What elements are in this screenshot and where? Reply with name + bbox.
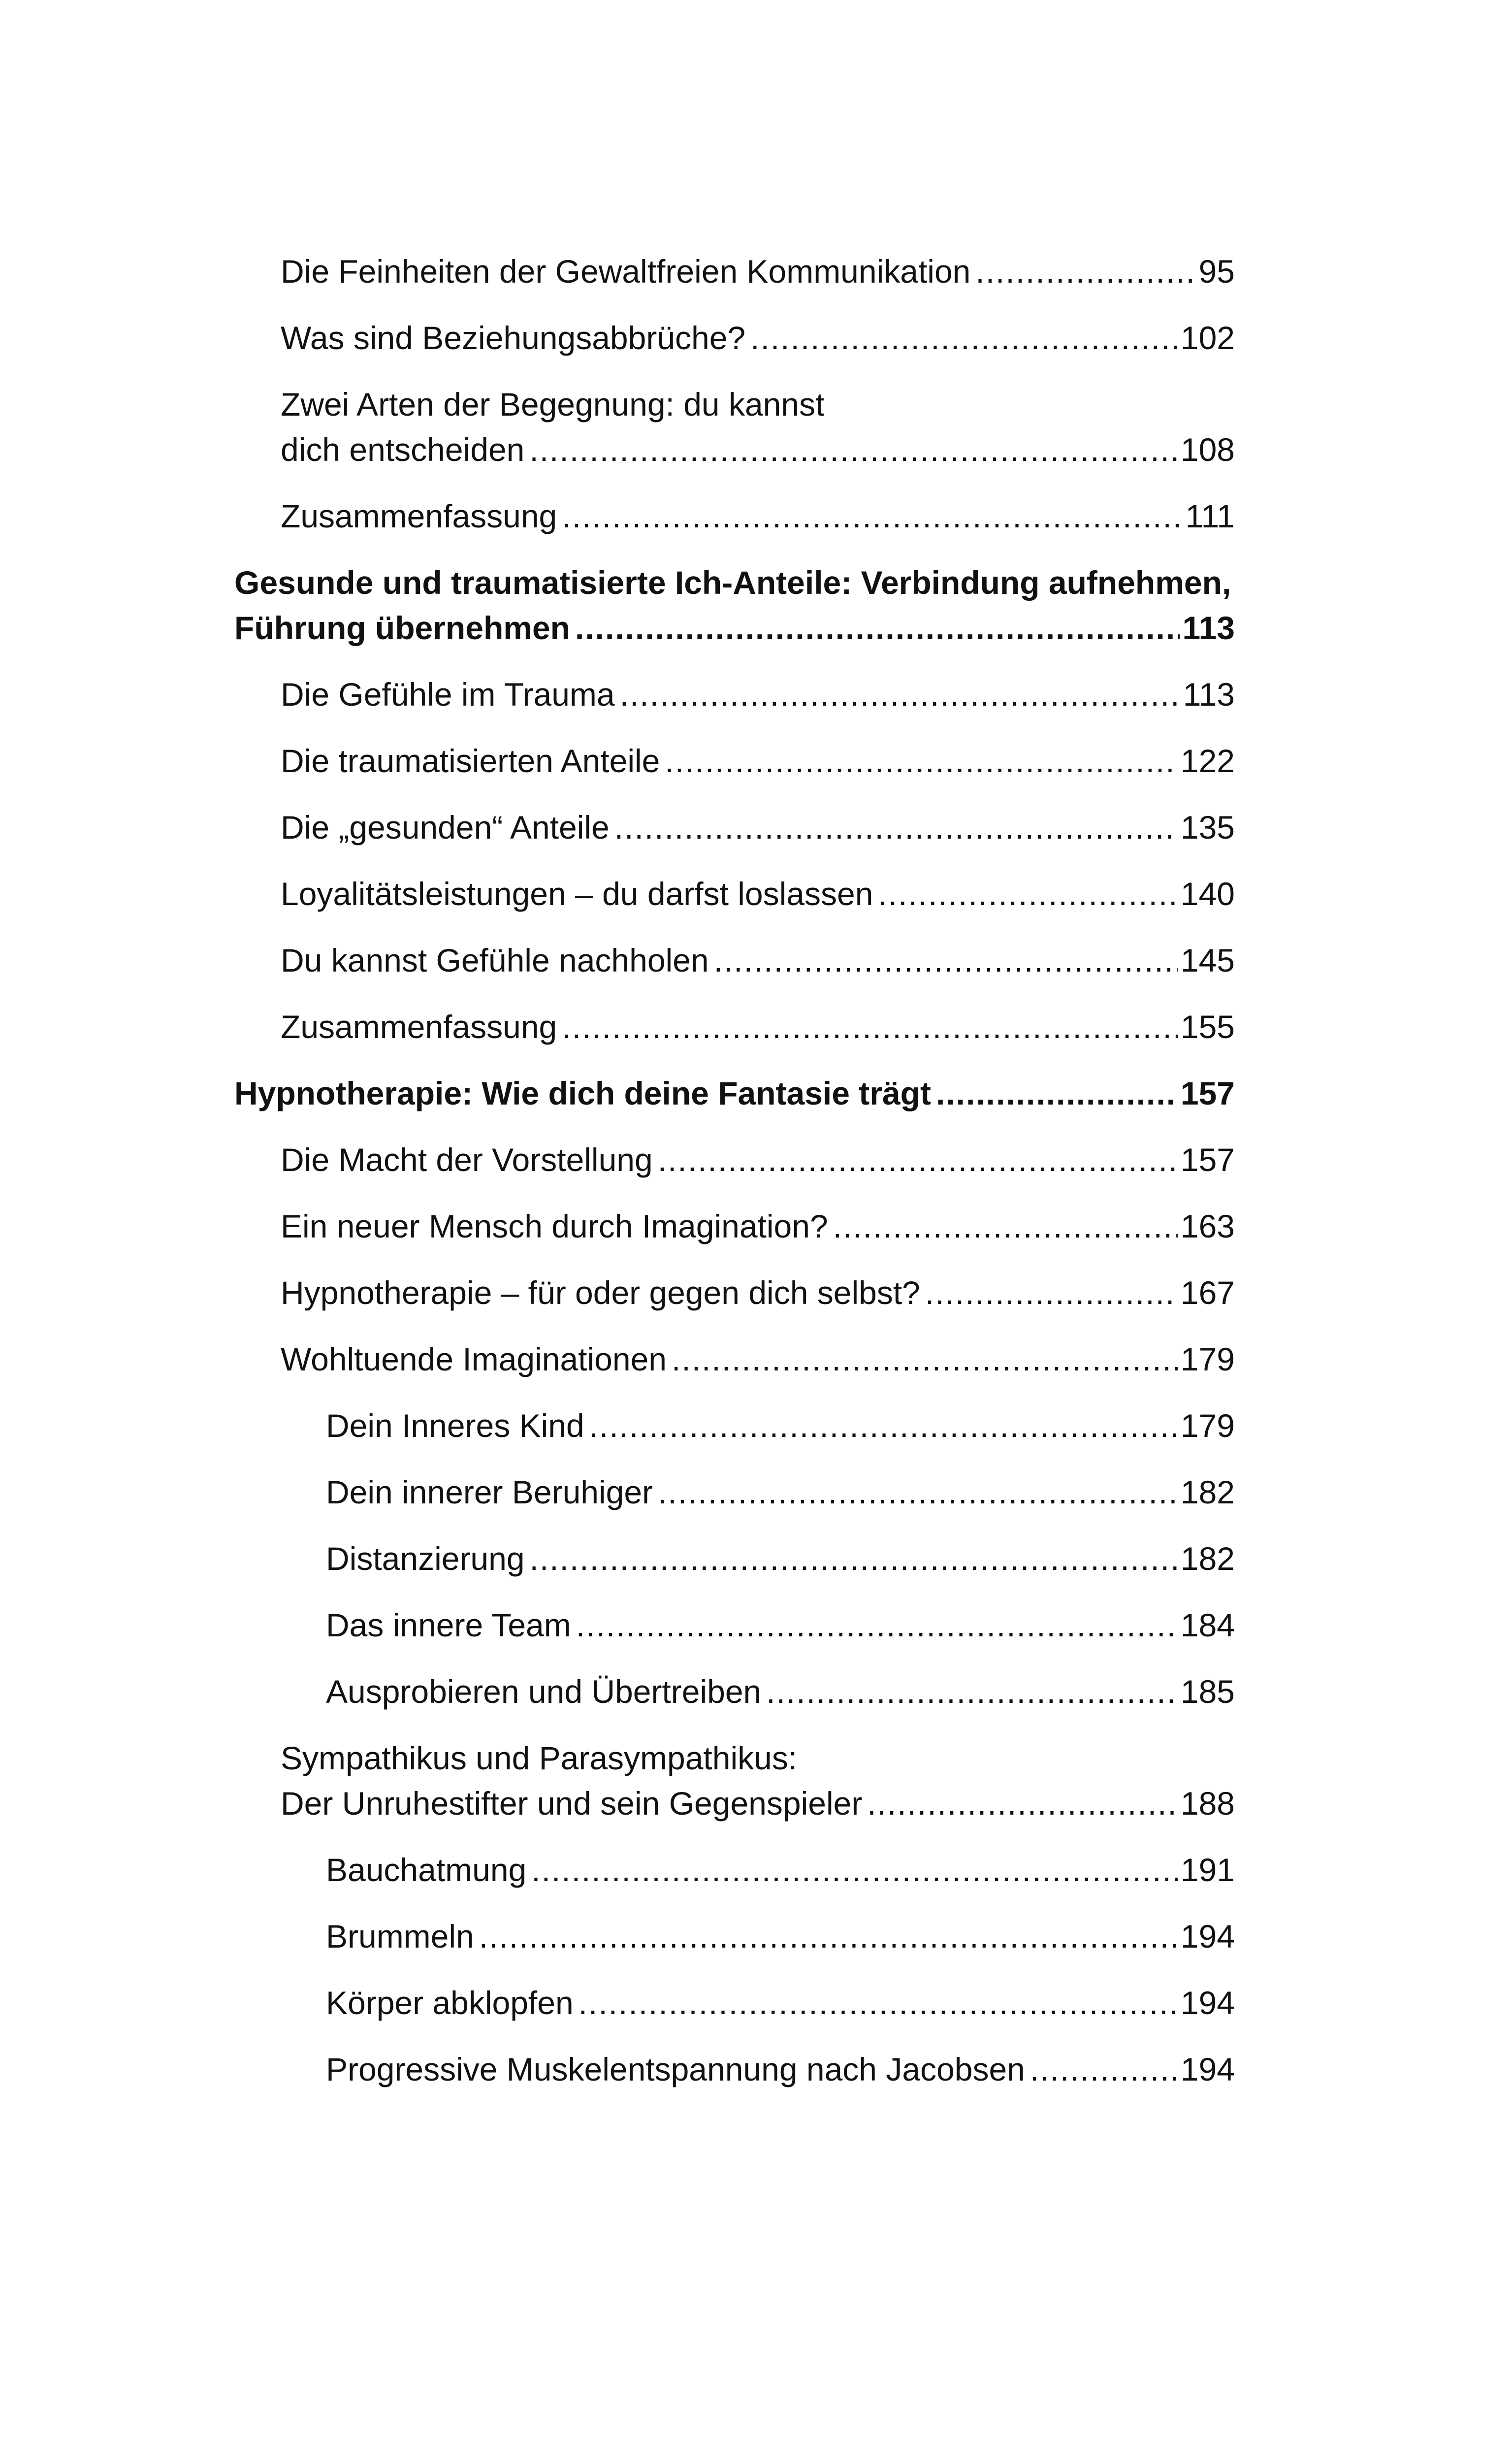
toc-entry-title: Körper abklopfen: [326, 1985, 574, 2021]
toc-entry-line: [281, 1204, 1235, 1249]
table-of-contents: [234, 249, 1235, 2113]
toc-chapter-entry: [234, 560, 1235, 651]
toc-page-number: 122: [1180, 743, 1235, 779]
toc-page-number: 194: [1180, 1918, 1235, 1954]
toc-page-number: 185: [1180, 1673, 1235, 1710]
toc-entry-title: Die Feinheiten der Gewaltfreien Kommunikation: [281, 253, 971, 290]
dot-leader: [575, 605, 1180, 651]
toc-section-entry: [281, 738, 1235, 783]
toc-subsection-entry: [326, 1536, 1235, 1581]
dot-leader: [479, 1914, 1178, 1959]
toc-entry-line: [281, 1270, 1235, 1315]
toc-subsection-entry: [326, 1403, 1235, 1448]
toc-entry-line: [326, 2047, 1235, 2092]
toc-entry-title: Die Macht der Vorstellung: [281, 1141, 653, 1178]
toc-entry-line: [281, 1781, 1235, 1826]
toc-subsection-entry: [326, 1914, 1235, 1959]
dot-leader: [833, 1204, 1178, 1249]
toc-page-number: 191: [1180, 1852, 1235, 1888]
toc-entry-title: Dein innerer Beruhiger: [326, 1474, 653, 1510]
toc-page-number: 145: [1180, 942, 1235, 978]
toc-entry-line: [234, 605, 1235, 651]
toc-section-entry: [281, 1004, 1235, 1049]
toc-entry-line: [326, 1914, 1235, 1959]
toc-page-number: 184: [1180, 1607, 1235, 1643]
toc-entry-line: [326, 1536, 1235, 1581]
toc-entry-line: [281, 427, 1235, 472]
dot-leader: [925, 1270, 1178, 1315]
toc-entry-line: [281, 871, 1235, 916]
toc-entry-line: [326, 1847, 1235, 1892]
toc-page-number: 157: [1180, 1075, 1235, 1111]
toc-section-entry: [281, 493, 1235, 539]
toc-page-number: 95: [1198, 253, 1235, 290]
toc-entry-line: [281, 1137, 1235, 1182]
dot-leader: [867, 1781, 1178, 1826]
toc-section-entry: [281, 382, 1235, 472]
toc-page-number: 113: [1183, 676, 1235, 713]
toc-section-entry: [281, 249, 1235, 294]
toc-entry-line: [326, 1669, 1235, 1714]
toc-entry-title: Ausprobieren und Übertreiben: [326, 1673, 762, 1710]
toc-entry-line: [326, 1980, 1235, 2025]
dot-leader: [530, 1536, 1178, 1581]
dot-leader: [658, 1469, 1178, 1515]
toc-entry-title: Das innere Team: [326, 1607, 571, 1643]
toc-section-entry: [281, 1137, 1235, 1182]
toc-section-entry: [281, 1336, 1235, 1382]
toc-page-number: 194: [1180, 2051, 1235, 2087]
toc-entry-line: [281, 938, 1235, 983]
toc-subsection-entry: [326, 1980, 1235, 2025]
toc-entry-title: Die Gefühle im Trauma: [281, 676, 615, 713]
toc-entry-title-line1: Sympathikus und Parasympathikus:: [281, 1740, 798, 1776]
toc-entry-title-line1: Gesunde und traumatisierte Ich-Anteile: Verbindung aufnehmen,: [234, 564, 1231, 601]
toc-subsection-entry: [326, 1847, 1235, 1892]
toc-page-number: 179: [1180, 1341, 1235, 1377]
toc-page-number: 111: [1185, 498, 1235, 534]
toc-section-entry: [281, 1204, 1235, 1249]
toc-section-entry: [281, 1270, 1235, 1315]
dot-leader: [562, 493, 1182, 539]
dot-leader: [620, 672, 1180, 717]
toc-entry-title: Zusammenfassung: [281, 1009, 557, 1045]
dot-leader: [750, 315, 1178, 360]
toc-section-entry: [281, 672, 1235, 717]
toc-page-number: 179: [1180, 1407, 1235, 1444]
toc-entry-title: Dein Inneres Kind: [326, 1407, 584, 1444]
toc-section-entry: [281, 805, 1235, 850]
toc-page-number: 140: [1180, 876, 1235, 912]
dot-leader: [589, 1403, 1178, 1448]
toc-page-number: 194: [1180, 1985, 1235, 2021]
toc-entry-line: [281, 315, 1235, 360]
toc-entry-line: [281, 805, 1235, 850]
toc-entry-line: [281, 738, 1235, 783]
dot-leader: [562, 1004, 1178, 1049]
toc-section-entry: [281, 938, 1235, 983]
toc-page-number: 182: [1180, 1474, 1235, 1510]
toc-page-number: 182: [1180, 1540, 1235, 1577]
toc-entry-title: Was sind Beziehungsabbrüche?: [281, 320, 746, 356]
dot-leader: [531, 1847, 1178, 1892]
toc-entry-title: Du kannst Gefühle nachholen: [281, 942, 709, 978]
toc-entry-title-line1: Zwei Arten der Begegnung: du kannst: [281, 386, 825, 423]
toc-page-number: 135: [1180, 809, 1235, 846]
dot-leader: [1030, 2047, 1178, 2092]
toc-page-number: 102: [1180, 320, 1235, 356]
dot-leader: [529, 427, 1178, 472]
toc-entry-line: [326, 1602, 1235, 1648]
toc-entry-title: Ein neuer Mensch durch Imagination?: [281, 1208, 828, 1244]
toc-page-number: 188: [1180, 1785, 1235, 1822]
toc-entry-title: Führung übernehmen: [234, 610, 570, 646]
toc-page-number: 155: [1180, 1009, 1235, 1045]
toc-section-entry: [281, 315, 1235, 360]
toc-entry-title: dich entscheiden: [281, 431, 525, 468]
toc-entry-line: [281, 249, 1235, 294]
dot-leader: [672, 1336, 1178, 1382]
dot-leader: [714, 938, 1178, 983]
toc-entry-line: [281, 493, 1235, 539]
dot-leader: [576, 1602, 1178, 1648]
toc-entry-title: Brummeln: [326, 1918, 474, 1954]
toc-chapter-entry: [234, 1071, 1235, 1116]
toc-entry-line: [326, 1469, 1235, 1515]
toc-entry-title: Hypnotherapie – für oder gegen dich selbst?: [281, 1274, 920, 1311]
toc-entry-title: Progressive Muskelentspannung nach Jacobsen: [326, 2051, 1025, 2087]
dot-leader: [936, 1071, 1178, 1116]
toc-page-number: 113: [1182, 610, 1235, 646]
toc-subsection-entry: [326, 1469, 1235, 1515]
dot-leader: [614, 805, 1178, 850]
toc-page-number: 108: [1180, 431, 1235, 468]
toc-entry-line: [281, 1336, 1235, 1382]
dot-leader: [766, 1669, 1178, 1714]
dot-leader: [975, 249, 1195, 294]
toc-subsection-entry: [326, 1602, 1235, 1648]
toc-entry-title: Wohltuende Imaginationen: [281, 1341, 667, 1377]
toc-entry-line: [281, 1004, 1235, 1049]
dot-leader: [878, 871, 1177, 916]
toc-entry-line: [234, 1071, 1235, 1116]
dot-leader: [579, 1980, 1178, 2025]
toc-entry-title: Loyalitätsleistungen – du darfst loslassen: [281, 876, 873, 912]
toc-entry-title: Die traumatisierten Anteile: [281, 743, 660, 779]
toc-page-number: 163: [1180, 1208, 1235, 1244]
toc-entry-line: [326, 1403, 1235, 1448]
toc-page-number: 157: [1180, 1141, 1235, 1178]
toc-entry-title: Zusammenfassung: [281, 498, 557, 534]
toc-entry-title: Hypnotherapie: Wie dich deine Fantasie trägt: [234, 1075, 931, 1111]
toc-entry-title: Bauchatmung: [326, 1852, 527, 1888]
toc-page-number: 167: [1180, 1274, 1235, 1311]
dot-leader: [665, 738, 1177, 783]
toc-entry-title: Die „gesunden“ Anteile: [281, 809, 610, 846]
toc-subsection-entry: [326, 1669, 1235, 1714]
toc-entry-line: [281, 672, 1235, 717]
dot-leader: [658, 1137, 1178, 1182]
toc-section-entry: [281, 871, 1235, 916]
toc-section-entry: [281, 1735, 1235, 1826]
toc-entry-title: Der Unruhestifter und sein Gegenspieler: [281, 1785, 863, 1822]
toc-subsection-entry: [326, 2047, 1235, 2092]
toc-entry-title: Distanzierung: [326, 1540, 525, 1577]
